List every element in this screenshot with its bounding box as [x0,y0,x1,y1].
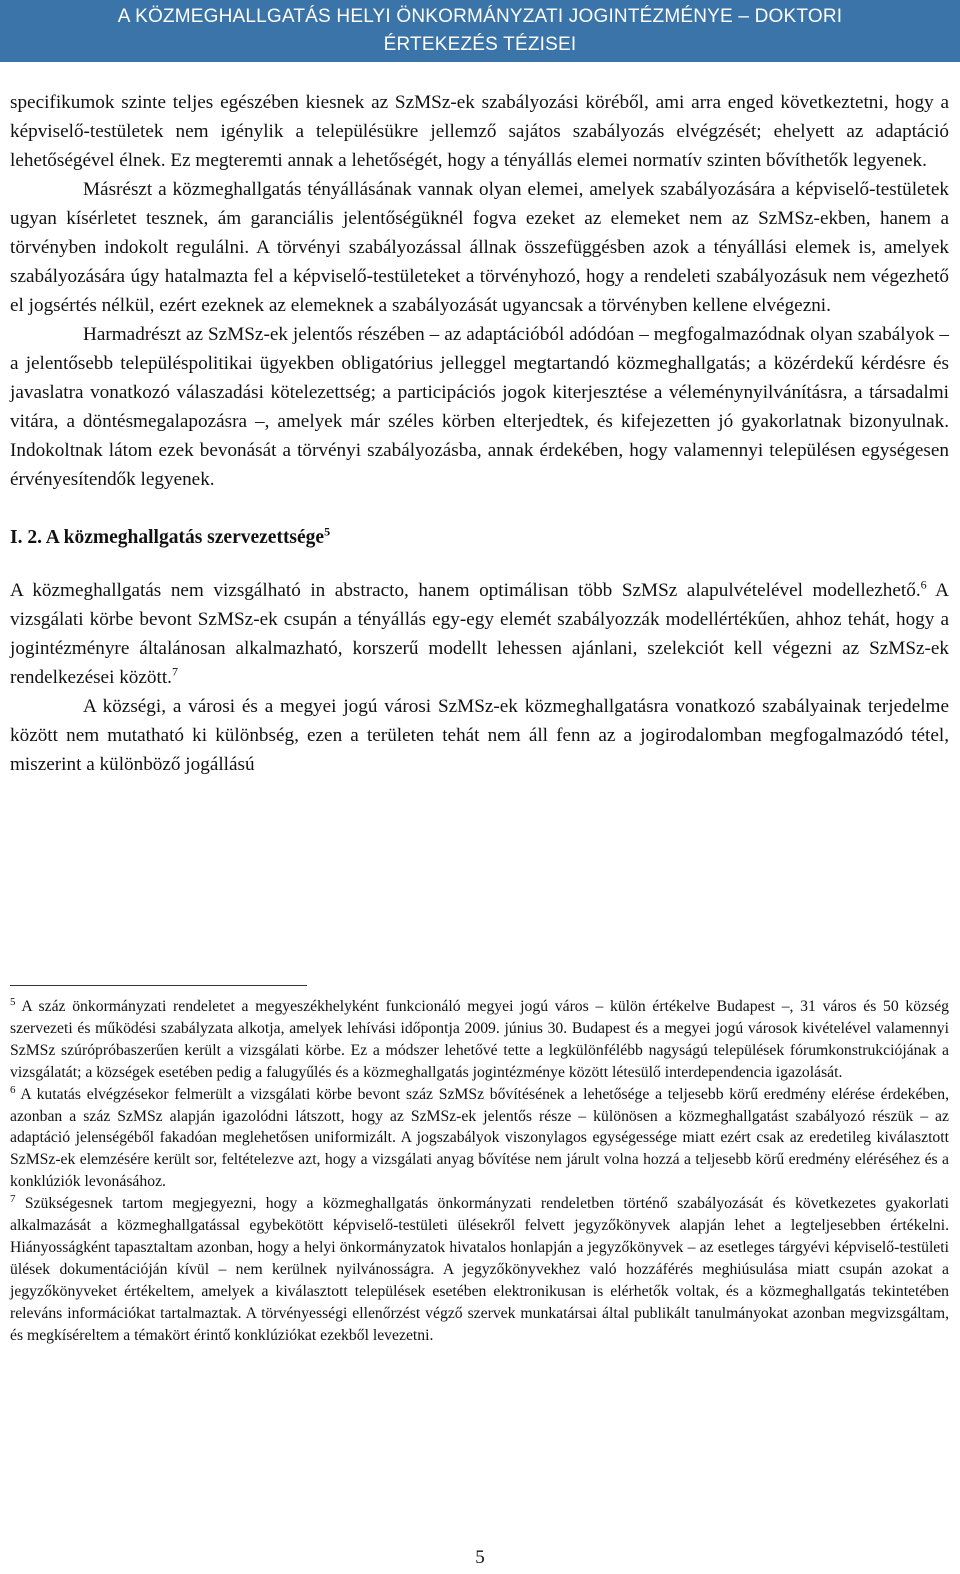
footnote-text: A kutatás elvégzésekor felmerült a vizsgálati körbe bevont száz SzMSz bővítésének a lehetősége a teljesebb körű eredmény elérése érdekében, azonban a száz SzMSz alapján igazolódni látszott, hogy az SzMSz-ek jelentős része – különösen a közmeghallgatást szabályozó részük – az adaptáció jelenségéből fakadóan meglehetősen uniformizált. A jogszabályok viszonylagos egységessége miatt ezért csak az eredetileg kiválasztott SzMSz-ek elemzésére került sor, feltételezve azt, hogy a vizsgálati anyag bővítése nem járult volna hozzá a teljesebb körű eredmény eléréséhez és a konklúziók levonásához. [10,1085,949,1191]
footnote-ref-5: 5 [324,524,331,539]
footnote-text: Szükségesnek tartom megjegyezni, hogy a közmeghallgatás önkormányzati rendeletben történő szabályozását és következetes gyakorlati alkalmazását a közmeghallgatással egybekötött képviselő-testületi ülésekről felvett jegyzőkönyvek alapján lehet a legteljesebben értékelni. Hiányosságként tapasztaltam azonban, hogy a helyi önkormányzatok hivatalos honlapján a jegyzőkönyvek – az esetleges tárgyévi képviselő-testületi ülések dokumentációján kívül – nem kerülnek nyilvánosságra. A jegyzőkönyvekhez való hozzáférés meghiúsulása miatt csupán azokat a jegyzőkönyveket értékeltem, amelyek a kiválasztott települések esetében elektronikusan is elérhetők voltak, és a közmeghallgatás tekintetében releváns információkat tartalmaztak. A törvényességi ellenőrzést végző szervek munkatársai által publikált tanulmányokat azonban megvizsgáltam, és megkíséreltem a témakört érintő konklúziókat ezekből levezetni. [10,1195,949,1344]
section-heading [10,524,949,552]
header-title-line-1: A KÖZMEGHALLGATÁS HELYI ÖNKORMÁNYZATI JOGINTÉZMÉNYE – DOKTORI [117,6,843,27]
paragraph-2: Másrészt a közmeghallgatás tényállásának vannak olyan elemei, amelyek szabályozására a képviselő-testületek ugyan kísérletet tesznek, ám garanciális jelentőségüknél fogva ezeket az elemeket nem az SzMSz-ekben, hanem a törvényben indokolt regulálni. A törvényi szabályozással állnak összefüggésben azok a tényállási elemek is, amelyek szabályozására úgy hatalmazta fel a képviselő-testületeket a törvényhozó, hogy a rendeleti szabályozásuk nem végezhető el jogsértés nélkül, ezért ezeknek az elemeknek a szabályozását ugyancsak a törvényben kellene elvégezni. [10,179,949,316]
footnote-ref-7: 7 [171,664,178,679]
paragraph-3: Harmadrészt az SzMSz-ek jelentős részében – az adaptációból adódóan – megfogalmazódnak olyan szabályok – a jelentősebb településpolitikai ügyekben obligatórius jelleggel megtartandó közmeghallgatás; a közérdekű kérdésre és javaslatra vonatkozó válaszadási kötelezettség; a participációs jogok kiterjesztése a véleménynyilvánításra, a társadalmi vitára, a döntésmegalapozásra –, amelyek már széles körben elterjedtek, és kifejezetten jó gyakorlatnak bizonyulnak. Indokoltnak látom ezek bevonását a törvényi szabályozásba, annak érdekében, hogy valamennyi településen egységesen érvényesítendők legyenek. [10,324,949,490]
footnote-ref-6: 6 [920,577,927,592]
footnote-7 [10,1193,949,1346]
paragraph-4-part-2: A vizsgálati körbe bevont SzMSz-ek csupán a tényállás egy-egy elemét szabályozzák modellértékűen, ahhoz tehát, hogy a jogintézményre általánosan alkalmazható, korszerű modellt lehessen ajánlani, szelekciót kell végezni az SzMSz-ek rendelkezései között. [10,580,949,688]
section-heading-text: I. 2. A közmeghallgatás szervezettsége [10,527,325,548]
paragraph-4 [10,576,949,692]
running-header [0,0,960,62]
header-title-line-2: ÉRTEKEZÉS TÉZISEI [383,34,577,55]
footnote-6 [10,1084,949,1194]
paragraph-4-part-1: A közmeghallgatás nem vizsgálható in abstracto, hanem optimálisan több SzMSz alapulvételével modellezhető. [10,580,921,601]
paragraph-1: specifikumok szinte teljes egészében kiesnek az SzMSz-ek szabályozási köréből, ami arra enged következtetni, hogy a képviselő-testületek nem igénylik a településükre jellemző sajátos szabályozás elvégzését; ehelyett az adaptáció lehetőségével élnek. Ez megteremti annak a lehetőségét, hogy a tényállás elemei normatív szinten bővíthetők legyenek. [10,92,949,171]
footnotes [10,996,949,1347]
main-text [10,88,949,779]
page-number: 5 [475,1547,485,1568]
footnote-separator [10,985,307,986]
footnote-5 [10,996,949,1084]
footnote-number: 6 [10,1083,16,1096]
footnote-text: A száz önkormányzati rendeletet a megyeszékhelyként funkcionáló megyei jogú város – külön értékelve Budapest –, 31 város és 50 község szervezeti és működési szabályzata alkotja, amelyek lehívási időpontja 2009. június 30. Budapest és a megyei jogú városok kivételével valamennyi SzMSz szúrópróbaszerűen került a vizsgálati körbe. Ez a módszer lehetővé tette a legkülönfélébb nagyságú települések fórumkonstrukciójának a vizsgálatát; a községek esetében pedig a falugyűlés és a közmeghallgatás jogintézménye között létesülő interdependencia igazolását. [10,998,949,1081]
paragraph-5: A községi, a városi és a megyei jogú városi SzMSz-ek közmeghallgatásra vonatkozó szabályainak terjedelme között nem mutatható ki különbség, ezen a területen tehát nem áll fenn az a jogirodalomban megfogalmazódó tétel, miszerint a különböző jogállású [10,696,949,775]
footnote-number: 7 [10,1192,16,1205]
footnote-number: 5 [10,995,16,1008]
